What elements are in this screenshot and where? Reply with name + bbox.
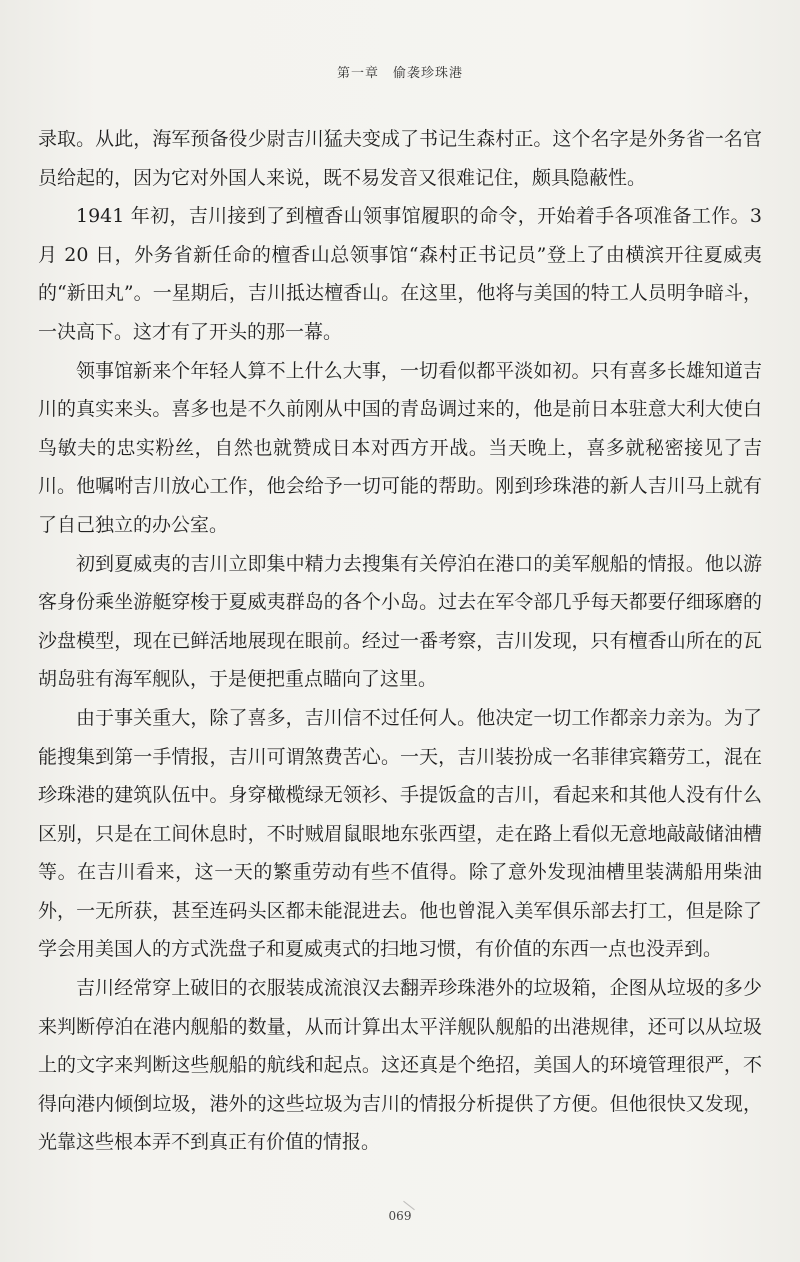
body-text [38, 120, 762, 1162]
paragraph: 吉川经常穿上破旧的衣服装成流浪汉去翻弄珍珠港外的垃圾箱，企图从垃圾的多少来判断停泊在港内舰船的数量，从而计算出太平洋舰队舰船的出港规律，还可以从垃圾上的文字来判断这些舰船的航线和起点。这还真是个绝招，美国人的环境管理很严，不得向港内倾倒垃圾，港外的这些垃圾为吉川的情报分析提供了方便。但他很快又发现，光靠这些根本弄不到真正有价值的情报。 [38, 977, 762, 1154]
paragraph: 1941 年初，吉川接到了到檀香山领事馆履职的命令，开始着手各项准备工作。3 月 20 日，外务省新任命的檀香山总领事馆“森村正书记员”登上了由横滨开往夏威夷的“新田丸”。一星期后，吉川抵达檀香山。在这里，他将与美国的特工人员明争暗斗，一决高下。这才有了开头的那一幕。 [38, 205, 762, 343]
running-header: 第一章 偷袭珍珠港 [336, 66, 463, 81]
paragraph: 录取。从此，海军预备役少尉吉川猛夫变成了书记生森村正。这个名字是外务省一名官员给起的，因为它对外国人来说，既不易发音又很难记住，颇具隐蔽性。 [38, 128, 762, 189]
paragraph: 初到夏威夷的吉川立即集中精力去搜集有关停泊在港口的美军舰船的情报。他以游客身份乘坐游艇穿梭于夏威夷群岛的各个小岛。过去在军令部几乎每天都要仔细琢磨的沙盘模型，现在已鲜活地展现在眼前。经过一番考察，吉川发现，只有檀香山所在的瓦胡岛驻有海军舰队，于是便把重点瞄向了这里。 [38, 552, 762, 691]
paragraph: 由于事关重大，除了喜多，吉川信不过任何人。他决定一切工作都亲力亲为。为了能搜集到第一手情报，吉川可谓煞费苦心。一天，吉川装扮成一名菲律宾籍劳工，混在珍珠港的建筑队伍中。身穿橄榄绿无领衫、手提饭盒的吉川，看起来和其他人没有什么区别，只是在工间休息时，不时贼眉鼠眼地东张西望，走在路上看似无意地敲敲储油槽等。在吉川看来，这一天的繁重劳动有些不值得。除了意外发现油槽里装满船用柴油外，一无所获，甚至连码头区都未能混进去。他也曾混入美军俱乐部去打工，但是除了学会用美国人的方式洗盘子和夏威夷式的扫地习惯，有价值的东西一点也没弄到。 [38, 706, 762, 961]
paragraph: 领事馆新来个年轻人算不上什么大事，一切看似都平淡如初。只有喜多长雄知道吉川的真实来头。喜多也是不久前刚从中国的青岛调过来的，他是前日本驻意大利大使白鸟敏夫的忠实粉丝，自然也就赞成日本对西方开战。当天晚上，喜多就秘密接见了吉川。他嘱咐吉川放心工作，他会给予一切可能的帮助。刚到珍珠港的新人吉川马上就有了自己独立的办公室。 [38, 359, 762, 536]
page-number: 069 [388, 1209, 412, 1223]
